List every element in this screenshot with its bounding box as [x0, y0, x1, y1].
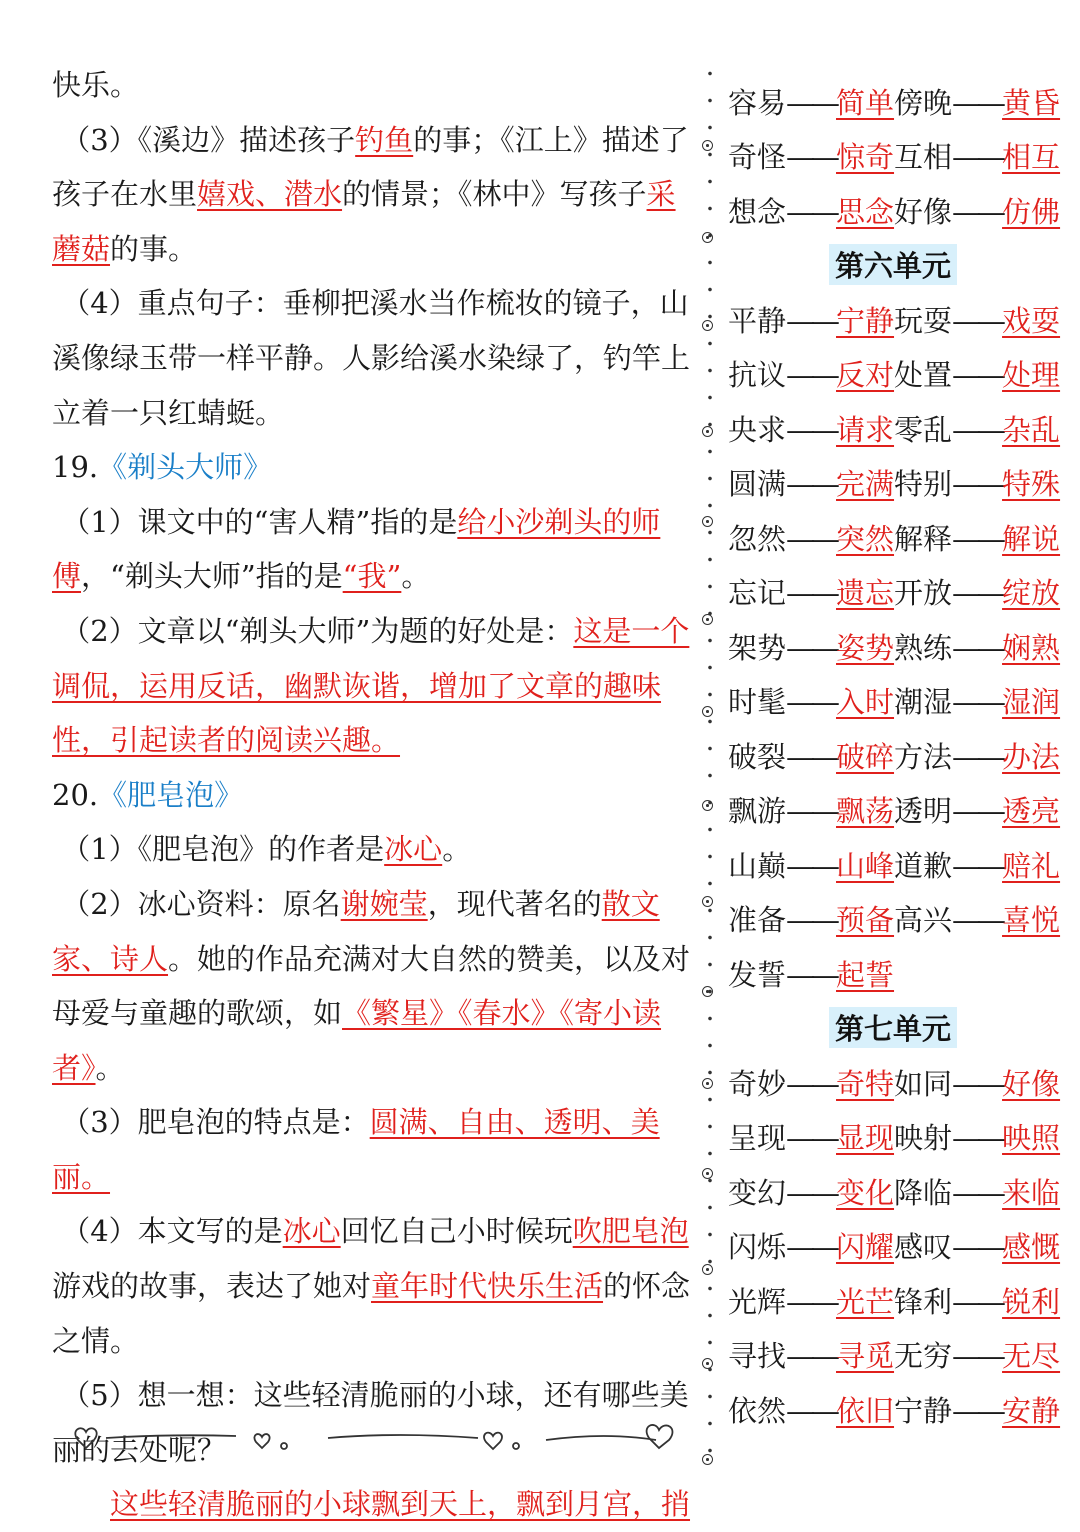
synonym-pair [894, 1389, 1060, 1430]
word: 破裂 [728, 739, 787, 774]
synonym-answer: 预备 [836, 903, 895, 938]
dash: —— [786, 1230, 837, 1265]
synonym-pair [728, 735, 894, 776]
synonym-pair [894, 462, 1060, 503]
word: 道歉 [894, 848, 953, 883]
dash: —— [952, 576, 1003, 611]
paragraph: （1）《肥皂泡》的作者是冰心。 [61, 832, 472, 867]
synonym-answer: 突然 [836, 521, 895, 556]
synonym-pair [728, 571, 894, 612]
synonym-pair [894, 571, 1060, 612]
word: 锋利 [894, 1284, 953, 1319]
synonym-answer: 奇特 [836, 1066, 895, 1101]
synonym-answer: 感慨 [1002, 1230, 1061, 1265]
synonym-answer: 简单 [836, 85, 895, 120]
synonym-pair [894, 626, 1060, 667]
synonym-pair [728, 408, 894, 449]
dash: —— [952, 739, 1003, 774]
synonym-pair [728, 844, 894, 885]
answer: 吹肥皂泡 [572, 1214, 689, 1249]
dash: —— [952, 140, 1003, 175]
synonym-answer: 映照 [1002, 1121, 1061, 1156]
synonym-answer: 遗忘 [836, 576, 895, 611]
synonym-pair [894, 1280, 1060, 1321]
dash: —— [952, 303, 1003, 338]
synonym-row [728, 728, 1061, 783]
synonym-pair [728, 626, 894, 667]
synonym-row [728, 674, 1061, 729]
synonym-row [728, 1055, 1061, 1110]
ring-icon [702, 232, 713, 243]
dash: —— [952, 1284, 1003, 1319]
word: 准备 [728, 903, 787, 938]
answer: 散文家、诗人 [52, 886, 660, 976]
synonym-pair [728, 953, 903, 994]
synonym-answer: 来临 [1002, 1175, 1061, 1210]
synonym-row [728, 510, 1061, 565]
synonym-pair [894, 1225, 1060, 1266]
synonym-answer: 无尽 [1002, 1339, 1061, 1374]
answer: 冰心 [282, 1214, 341, 1249]
ring-icon [702, 1168, 713, 1179]
dash: —— [786, 1066, 837, 1101]
synonym-answer: 光芒 [836, 1284, 895, 1319]
synonym-pair [894, 190, 1060, 231]
word: 忽然 [728, 521, 787, 556]
synonym-row [728, 1382, 1061, 1437]
synonym-pair [728, 1280, 894, 1321]
answer: 《繁星》《春水》《寄小读者》 [52, 996, 662, 1085]
word: 光辉 [728, 1284, 787, 1319]
ring-icon [702, 426, 713, 437]
dash: —— [786, 685, 837, 720]
synonym-row [728, 456, 1061, 511]
dash: —— [952, 521, 1003, 556]
dash: —— [952, 794, 1003, 829]
synonym-pair [728, 680, 894, 721]
synonym-answer: 依旧 [836, 1393, 895, 1428]
answer: 冰心 [384, 832, 443, 867]
synonym-answer: 山峰 [836, 848, 895, 883]
word: 开放 [894, 576, 953, 611]
synonym-answer: 相互 [1002, 140, 1061, 175]
synonym-row [728, 946, 1058, 1001]
synonym-pair [894, 1171, 1060, 1212]
decorative-hearts-line [66, 1418, 691, 1458]
synonym-answer: 破碎 [836, 739, 895, 774]
ring-icon [702, 140, 713, 151]
paragraph: （2）文章以“剃头大师”为题的好处是：这是一个调侃，运用反话，幽默诙谐，增加了文章的趣味性，引起读者的阅读兴趣。 [52, 613, 690, 758]
synonym-row [728, 1328, 1061, 1383]
dash: —— [786, 848, 837, 883]
synonym-row [728, 347, 1061, 402]
synonym-answer: 姿势 [836, 630, 895, 665]
dash: —— [952, 1175, 1003, 1210]
lesson-title: 《剃头大师》 [98, 450, 273, 485]
synonym-row [728, 292, 1061, 347]
dash: —— [786, 521, 837, 556]
synonym-answer: 入时 [836, 685, 895, 720]
synonym-pair [728, 517, 894, 558]
word: 寻找 [728, 1339, 787, 1374]
dash: —— [952, 1230, 1003, 1265]
answer: 圆满、自由、透明、美丽。 [52, 1105, 660, 1194]
ring-icon [702, 1358, 713, 1369]
dash: —— [952, 467, 1003, 502]
paragraph: （2）冰心资料：原名谢婉莹，现代著名的散文家、诗人。她的作品充满对大自然的赞美，以及对母爱与童趣的歌颂，如《繁星》《春水》《寄小读者》。 [52, 886, 691, 1085]
synonym-list [728, 74, 1061, 1437]
answer: 钓鱼 [355, 122, 414, 157]
synonym-answer: 娴熟 [1002, 630, 1061, 665]
dash: —— [786, 1393, 837, 1428]
synonym-answer: 锐利 [1002, 1284, 1061, 1319]
synonym-pair [728, 789, 894, 830]
answer: “我” [342, 559, 402, 594]
dash: —— [786, 957, 837, 992]
unit-heading: 第六单元 [728, 238, 1058, 293]
ring-icon [702, 986, 713, 997]
synonym-pair [894, 408, 1060, 449]
word: 处置 [894, 358, 953, 393]
dash: —— [952, 903, 1003, 938]
synonym-pair [894, 680, 1060, 721]
answer: 童年时代快乐生活 [371, 1269, 604, 1304]
dash: —— [786, 412, 837, 447]
synonym-answer: 好像 [1002, 1066, 1061, 1101]
synonym-answer: 变化 [836, 1175, 895, 1210]
word: 宁静 [894, 1393, 953, 1428]
synonym-pair [894, 353, 1060, 394]
synonym-pair [728, 898, 894, 939]
ring-icon [702, 800, 713, 811]
word: 映射 [894, 1121, 953, 1156]
paragraph [52, 1477, 697, 1532]
ring-icon [702, 516, 713, 527]
synonym-answer: 杂乱 [1002, 412, 1061, 447]
synonym-row [728, 892, 1061, 947]
ring-icon [702, 320, 713, 331]
dash: —— [786, 794, 837, 829]
synonym-pair [894, 81, 1060, 122]
synonym-answer: 解说 [1002, 521, 1061, 556]
dash: —— [952, 412, 1003, 447]
synonym-pair [894, 789, 1060, 830]
dash: —— [786, 1339, 837, 1374]
synonym-answer: 起誓 [836, 957, 895, 992]
synonym-pair [728, 1334, 894, 1375]
synonym-pair [894, 844, 1060, 885]
synonym-pair [728, 299, 894, 340]
dash: —— [952, 848, 1003, 883]
dash: —— [786, 140, 837, 175]
synonym-pair [894, 1334, 1060, 1375]
word: 感叹 [894, 1230, 953, 1265]
word: 央求 [728, 412, 787, 447]
word: 飘游 [728, 794, 787, 829]
paragraph: （4）重点句子：垂柳把溪水当作梳妆的镜子，山溪像绿玉带一样平静。人影给溪水染绿了，钓竿上立着一只红蜻蜓。 [52, 286, 691, 430]
ring-icon [702, 1264, 713, 1275]
synonym-answer: 显现 [836, 1121, 895, 1156]
synonym-answer: 黄昏 [1002, 85, 1061, 120]
paragraph: （4）本文写的是冰心回忆自己小时候玩吹肥皂泡游戏的故事，表达了她对童年时代快乐生活的怀念之情。 [52, 1214, 691, 1358]
synonym-group [728, 74, 1061, 238]
synonym-answer: 飘荡 [836, 794, 895, 829]
dash: —— [952, 1066, 1003, 1101]
dash: —— [786, 467, 837, 502]
synonym-answer: 寻觅 [836, 1339, 895, 1374]
word: 特别 [894, 467, 953, 502]
word: 呈现 [728, 1121, 787, 1156]
synonym-answer: 完满 [836, 467, 895, 502]
answer: 采蘑菇 [52, 177, 676, 266]
synonym-answer: 思念 [836, 194, 895, 229]
dash: —— [952, 358, 1003, 393]
paragraph: （1）课文中的“害人精”指的是给小沙剃头的师傅，“剃头大师”指的是“我”。 [52, 504, 661, 594]
word: 想念 [728, 194, 787, 229]
dash: —— [952, 1393, 1003, 1428]
dash: —— [786, 576, 837, 611]
synonym-answer: 处理 [1002, 358, 1061, 393]
word: 透明 [894, 794, 953, 829]
ring-icon [702, 614, 713, 625]
dash: —— [952, 194, 1003, 229]
ring-icon [702, 1454, 713, 1465]
synonym-answer: 安静 [1002, 1393, 1061, 1428]
word: 抗议 [728, 358, 787, 393]
unit-heading: 第七单元 [728, 1001, 1058, 1056]
word: 发誓 [728, 957, 787, 992]
synonym-answer: 戏耍 [1002, 303, 1061, 338]
answer: 嬉戏、潜水 [197, 177, 343, 212]
word: 容易 [728, 85, 787, 120]
left-column [52, 58, 697, 1532]
synonym-row [728, 74, 1061, 129]
synonym-pair [728, 81, 894, 122]
word: 无穷 [894, 1339, 953, 1374]
word: 零乱 [894, 412, 953, 447]
synonym-row [728, 1164, 1061, 1219]
word: 潮湿 [894, 685, 953, 720]
word: 圆满 [728, 467, 787, 502]
synonym-answer: 闪耀 [836, 1230, 895, 1265]
synonym-pair [728, 1225, 894, 1266]
synonym-group [728, 1055, 1061, 1437]
word: 时髦 [728, 685, 787, 720]
synonym-pair [728, 353, 894, 394]
synonym-answer: 绽放 [1002, 576, 1061, 611]
word: 互相 [894, 140, 953, 175]
word: 玩耍 [894, 303, 953, 338]
word: 奇怪 [728, 140, 787, 175]
synonym-group [728, 292, 1061, 1001]
synonym-pair [728, 1116, 894, 1157]
synonym-pair [894, 1062, 1060, 1103]
dash: —— [786, 194, 837, 229]
word: 傍晚 [894, 85, 953, 120]
word: 方法 [894, 739, 953, 774]
paragraph: （3）肥皂泡的特点是：圆满、自由、透明、美丽。 [52, 1105, 660, 1194]
word: 好像 [894, 194, 953, 229]
synonym-row [728, 837, 1061, 892]
dash: —— [786, 303, 837, 338]
dash: —— [952, 85, 1003, 120]
answer: 给小沙剃头的师傅 [52, 504, 661, 594]
dash: —— [786, 903, 837, 938]
dash: —— [952, 1121, 1003, 1156]
paragraph: 快乐。 [52, 68, 140, 102]
synonym-pair [728, 1062, 894, 1103]
dash: —— [952, 1339, 1003, 1374]
synonym-row [728, 565, 1061, 620]
synonym-row [728, 783, 1061, 838]
synonym-answer: 湿润 [1002, 685, 1061, 720]
synonym-answer: 喜悦 [1002, 903, 1061, 938]
word: 高兴 [894, 903, 953, 938]
word: 平静 [728, 303, 787, 338]
synonym-row [728, 1273, 1061, 1328]
word: 降临 [894, 1175, 953, 1210]
synonym-answer: 特殊 [1002, 467, 1061, 502]
word: 变幻 [728, 1175, 787, 1210]
column-divider [708, 60, 712, 1470]
section-heading: 19.《剃头大师》 [52, 450, 273, 485]
synonym-pair [894, 299, 1060, 340]
synonym-row [728, 1219, 1061, 1274]
synonym-row [728, 619, 1061, 674]
synonym-row [728, 1110, 1061, 1165]
word: 闪烁 [728, 1230, 787, 1265]
answer: 这是一个调侃，运用反话，幽默诙谐，增加了文章的趣味性，引起读者的阅读兴趣。 [52, 613, 690, 758]
synonym-pair [728, 190, 894, 231]
dash: —— [786, 630, 837, 665]
dash: —— [786, 1175, 837, 1210]
word: 熟练 [894, 630, 953, 665]
paragraph: （3）《溪边》描述孩子钓鱼的事；《江上》描述了孩子在水里嬉戏、潜水的情景；《林中》写孩子采蘑菇的事。 [52, 122, 689, 266]
ring-icon [702, 1078, 713, 1089]
answer: 这些轻清脆丽的小球飘到天上，飘到月宫，捎 [110, 1487, 691, 1522]
synonym-answer: 办法 [1002, 739, 1061, 774]
synonym-answer: 仿佛 [1002, 194, 1061, 229]
word: 解释 [894, 521, 953, 556]
word: 依然 [728, 1393, 787, 1428]
synonym-row [728, 401, 1061, 456]
dash: —— [786, 85, 837, 120]
paragraph: （5）想一想：这些轻清脆丽的小球，还有哪些美丽的去处呢？ [52, 1378, 689, 1467]
dash: —— [952, 685, 1003, 720]
ring-icon [702, 706, 713, 717]
lesson-title: 《肥皂泡》 [98, 777, 244, 812]
dash: —— [786, 739, 837, 774]
dash: —— [786, 1284, 837, 1319]
synonym-row [728, 129, 1061, 184]
synonym-answer: 请求 [836, 412, 895, 447]
answer: 谢婉莹 [340, 886, 428, 921]
word: 忘记 [728, 576, 787, 611]
word: 架势 [728, 630, 787, 665]
dash: —— [786, 358, 837, 393]
synonym-pair [894, 135, 1060, 176]
synonym-pair [894, 735, 1060, 776]
synonym-pair [894, 1116, 1060, 1157]
synonym-answer: 透亮 [1002, 794, 1061, 829]
synonym-pair [728, 135, 894, 176]
section-heading: 20.《肥皂泡》 [52, 777, 244, 812]
synonym-pair [894, 517, 1060, 558]
synonym-pair [894, 898, 1060, 939]
dash: —— [786, 1121, 837, 1156]
synonym-pair [728, 1389, 894, 1430]
synonym-row [728, 183, 1061, 238]
word: 山巅 [728, 848, 787, 883]
synonym-answer: 赔礼 [1002, 848, 1061, 883]
ring-icon [702, 896, 713, 907]
synonym-answer: 宁静 [836, 303, 895, 338]
synonym-answer: 惊奇 [836, 140, 895, 175]
synonym-answer: 反对 [836, 358, 895, 393]
synonym-pair [728, 462, 894, 503]
word: 如同 [894, 1066, 953, 1101]
word: 奇妙 [728, 1066, 787, 1101]
synonym-pair [728, 1171, 894, 1212]
dash: —— [952, 630, 1003, 665]
